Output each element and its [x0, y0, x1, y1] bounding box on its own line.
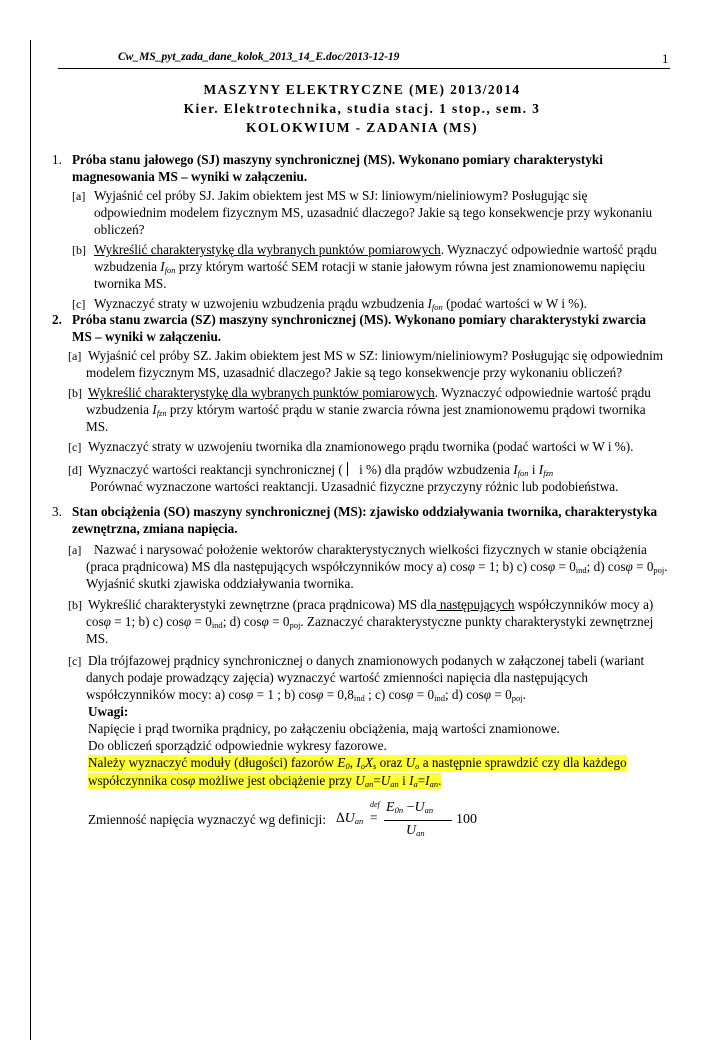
q2-c-tag: [c]: [68, 440, 82, 454]
formula-delta-u: $\Delta U_{an}$: [336, 811, 364, 826]
formula-label: Zmienność napięcia wyznaczyć wg definicji:: [88, 812, 327, 827]
q3-a-tag: [a]: [68, 543, 82, 557]
q1-b-line-1: Wykreślić charakterystykę dla wybranych punktów pomiarowych. Wyznaczyć odpowiednie wartość prądu: [94, 242, 657, 257]
q1-b-tag: [b]: [72, 243, 86, 257]
q2-heading: Próba stanu zwarcia (SZ) maszyny synchronicznej (MS). Wykonano pomiary charakterystyki zwarcia: [72, 312, 647, 327]
q1-c-tag: [c]: [72, 297, 86, 311]
page-border: [30, 40, 31, 1040]
q3-c-line-1: Dla trójfazowej prądnicy synchronicznej o danych znamionowych podanych w załączonej tabeli (wariant: [88, 653, 645, 668]
highlight-line-2: współczynnika cosφ możliwe jest obciążenie przy $U_{an}=U_{an}$ i $I_a=I_{an}$.: [88, 773, 442, 789]
q3-b-line-2: cosφ = 1; b) c) $\cos\varphi = 0_{ind}$; d) $\cos\varphi = 0_{poj}$. Zaznaczyć charakterystyczne punkty charakterystyki zewnętrznej: [86, 614, 654, 630]
q1-b-line-2: wzbudzenia $I_{fon}$ przy którym wartość SEM rotacji w stanie jałowym równa jest znamionowemu napięciu: [94, 259, 646, 275]
q3-number: 3.: [52, 504, 62, 519]
note-2: Do obliczeń sporządzić odpowiednie wykresy fazorowe.: [88, 738, 387, 753]
q1-a-line-1: Wyjaśnić cel próby SJ. Jakim obiektem jest MS w SJ: liniowym/nieliniowym? Posługując się: [94, 188, 588, 203]
q2-a-line-2: modelem fizycznym MS, uzasadnić dlaczego? Jakie są tego konsekwencje przy wykonaniu obliczeń?: [86, 365, 623, 380]
q1-heading: Próba stanu jałowego (SJ) maszyny synchronicznej (MS). Wykonano pomiary charakterystyki: [72, 152, 603, 167]
q2-d-line-1: Wyznaczyć wartości reaktancji synchronicznej ( i %) dla prądów wzbudzenia $I_{fon}$ i $I_{fzn}$: [88, 462, 554, 478]
q1-a-line-2: odpowiednim modelem fizycznym MS, uzasadnić dlaczego? Jakie są tego konsekwencje przy wykonaniu: [94, 205, 653, 220]
header-filename: Cw_MS_pyt_zada_dane_kolok_2013_14_E.doc/2013-12-19: [118, 51, 400, 63]
q2-d-tag: [d]: [68, 463, 82, 477]
q2-b-line-2: wzbudzenia $I_{fzn}$ przy którym wartość prądu w stanie zwarcia równa jest znamionowemu prądowi twornika: [86, 402, 646, 418]
title-line-1: MASZYNY ELEKTRYCZNE (ME) 2013/2014: [203, 82, 521, 97]
q3-c-line-3: współczynników mocy: a) cosφ = 1 ; b) $\cos\varphi = 0,8_{ind}$ ; c) $\cos\varphi = 0_{ind}$; d) $\cos\varphi = 0_{poj}$.: [86, 687, 526, 703]
q3-a-line-3: Wyjaśnić skutki zjawiska oddziaływania twornika.: [86, 576, 354, 591]
q1-b-line-3: twornika MS.: [94, 276, 167, 291]
q1-heading-2: magnesowania MS – wyniki w załączeniu.: [72, 169, 308, 184]
q2-c-line-1: Wyznaczyć straty w uzwojeniu twornika dla znamionowego prądu twornika (podać wartości w W i %).: [88, 439, 634, 454]
q3-b-line-3: MS.: [86, 631, 109, 646]
q2-b-line-1: Wykreślić charakterystykę dla wybranych punktów pomiarowych. Wyznaczyć odpowiednie wartość prądu: [88, 385, 651, 400]
note-1: Napięcie i prąd twornika prądnicy, po załączeniu obciążenia, mają wartości znamionowe.: [88, 721, 560, 736]
q2-heading-2: MS – wyniki w załączeniu.: [72, 329, 222, 344]
q3-heading-2: zewnętrzna, zmiana napięcia.: [72, 521, 238, 536]
formula-denominator: $U_{an}$: [406, 823, 425, 838]
highlight-line-1: Należy wyznaczyć moduły (długości) fazorów $E_0$, $I_oX_s$ oraz $U_o$ a następnie sprawdzić czy dla każdego: [88, 755, 627, 771]
header-divider: [58, 68, 670, 69]
page-number: 1: [662, 51, 669, 66]
q1-a-line-3: obliczeń?: [94, 222, 145, 237]
reactance-symbol: [347, 462, 352, 476]
formula-def: def: [370, 800, 380, 809]
q3-heading: Stan obciążenia (SO) maszyny synchronicznej (MS): zjawisko oddziaływania twornika, charakterystyka: [72, 504, 658, 519]
q3-b-tag: [b]: [68, 598, 82, 612]
q3-a-line-2: (praca prądnicowa) MS dla następujących współczynników mocy a) cosφ = 1; b) c) $\cos\varphi = 0_{ind}$; d) $\cos\varphi = 0_{poj}$.: [86, 559, 668, 575]
q1-c-line-1: Wyznaczyć straty w uzwojeniu wzbudzenia prądu wzbudzenia $I_{fon}$ (podać wartości w W i %).: [94, 296, 587, 312]
q1-number: 1.: [52, 152, 62, 167]
q2-a-line-1: Wyjaśnić cel próby SZ. Jakim obiektem jest MS w SZ: liniowym/nieliniowym? Posługując się odpowiednim: [88, 348, 664, 363]
q3-a-line-1: Nazwać i narysować położenie wektorów charakterystycznych wielkości fizycznych w stanie obciążenia: [94, 542, 647, 557]
q2-d-line-2: Porównać wyznaczone wartości reaktancji. Uzasadnić fizyczne przyczyny różnic lub podobieństwa.: [90, 479, 619, 494]
title-line-2: Kier. Elektrotechnika, studia stacj. 1 stop., sem. 3: [183, 101, 541, 116]
q3-c-tag: [c]: [68, 654, 82, 668]
q2-a-tag: [a]: [68, 349, 82, 363]
formula-equals: =: [370, 810, 378, 825]
notes-heading: Uwagi:: [88, 704, 129, 719]
q2-number: 2.: [52, 312, 62, 327]
q3-b-line-1: Wykreślić charakterystyki zewnętrzne (praca prądnicowa) MS dla następujących współczynników mocy a): [88, 597, 654, 612]
q2-b-line-3: MS.: [86, 419, 109, 434]
q1-a-tag: [a]: [72, 189, 86, 203]
formula-numerator: $E_{0n} -U_{an}$: [386, 800, 434, 815]
formula-fraction-bar: [384, 820, 452, 821]
title-line-3: KOLOKWIUM - ZADANIA (MS): [246, 120, 478, 135]
q3-c-line-2: danych podaje prowadzący zajęcia) wyznaczyć wartość zmienności napięcia dla następujących: [86, 670, 588, 685]
q2-b-tag: [b]: [68, 386, 82, 400]
formula-100: 100: [456, 812, 477, 827]
